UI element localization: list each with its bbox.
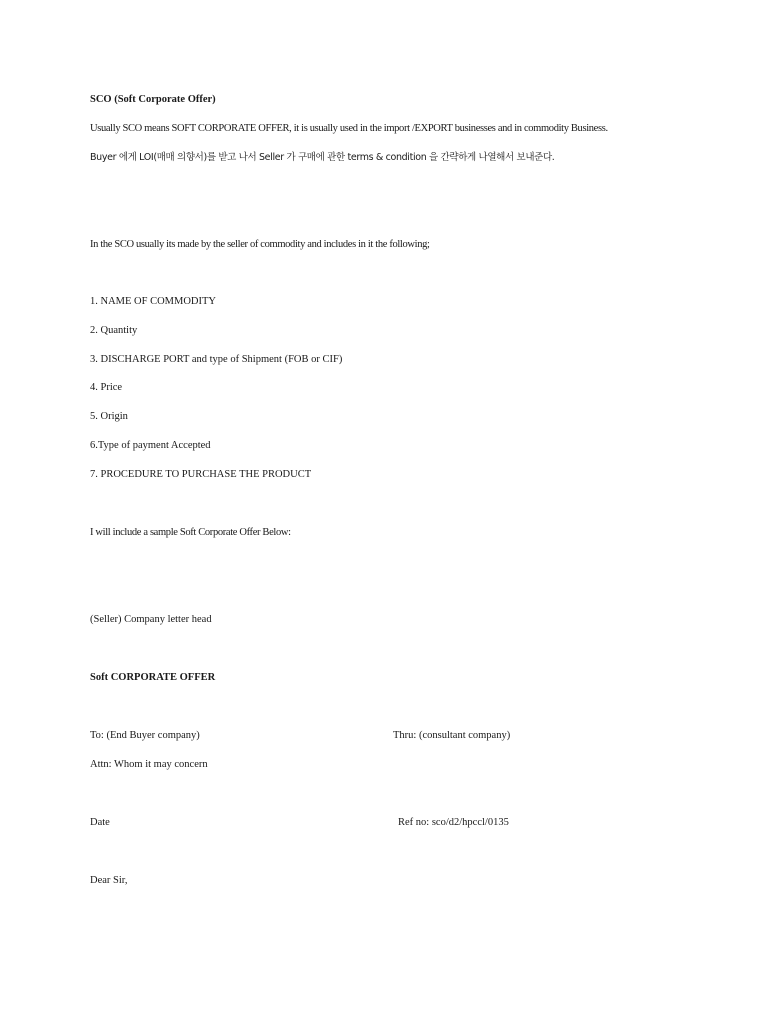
offer-title: Soft CORPORATE OFFER [90,672,216,683]
intro-english-paragraph: Usually SCO means SOFT CORPORATE OFFER, it is usually used in the import /EXPORT businesses and in commodity Business. [90,123,608,134]
attn-line: Attn: Whom it may concern [90,759,208,770]
document-heading: SCO (Soft Corporate Offer) [90,94,216,105]
date-label: Date [90,817,110,828]
list-item-origin: 5. Origin [90,411,128,422]
sample-intro-text: I will include a sample Soft Corporate Offer Below: [90,527,291,538]
list-item-commodity: 1. NAME OF COMMODITY [90,296,217,307]
list-item-procedure: 7. PROCEDURE TO PURCHASE THE PRODUCT [90,469,312,480]
to-line: To: (End Buyer company) [90,730,200,741]
letterhead-placeholder: (Seller) Company letter head [90,614,212,625]
list-item-discharge-port: 3. DISCHARGE PORT and type of Shipment (FOB or CIF) [90,354,343,365]
intro-korean-paragraph: Buyer 에게 LOI(매매 의향서)를 받고 나서 Seller 가 구매에 관한 terms & condition 을 간략하게 나열해서 보내준다. [90,152,555,163]
made-by-paragraph: In the SCO usually its made by the seller of commodity and includes in it the following; [90,239,430,250]
list-item-quantity: 2. Quantity [90,325,138,336]
list-item-price: 4. Price [90,382,123,393]
list-item-payment-type: 6.Type of payment Accepted [90,440,211,451]
reference-number: Ref no: sco/d2/hpccl/0135 [398,817,509,828]
thru-line: Thru: (consultant company) [393,730,511,741]
salutation: Dear Sir, [90,875,128,886]
